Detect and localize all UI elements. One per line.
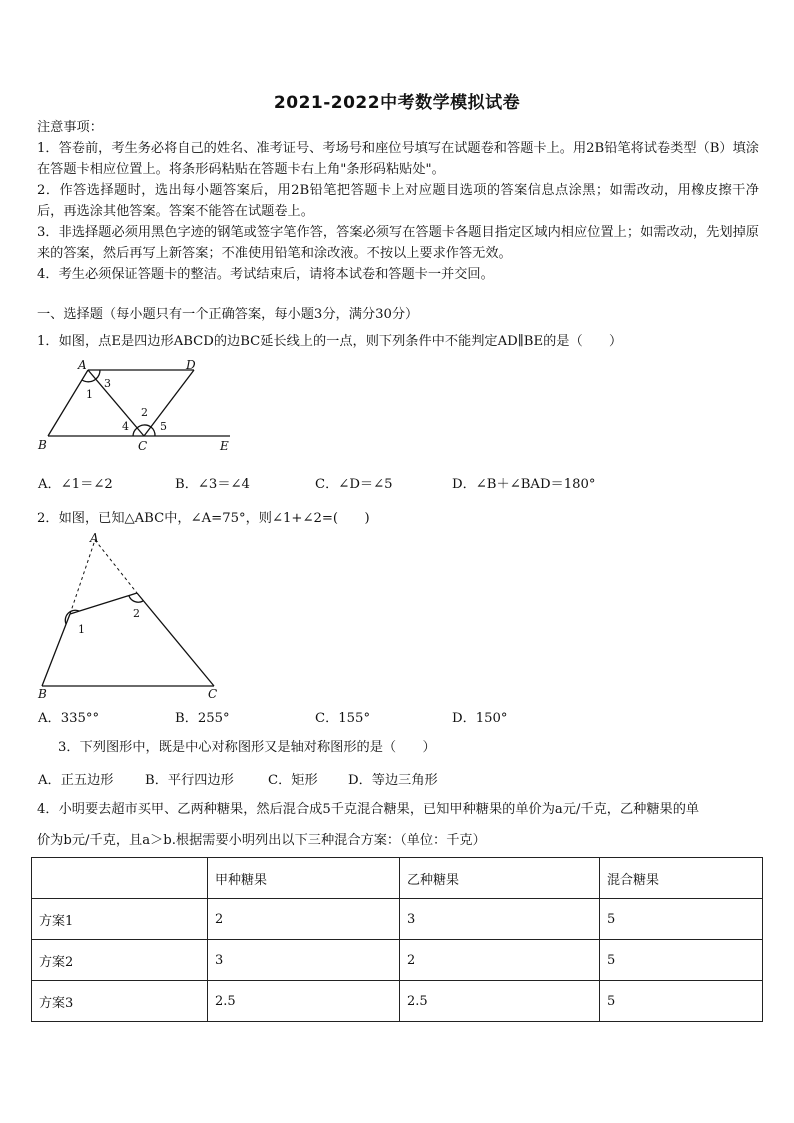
q3-option-b[interactable]: B．平行四边形	[145, 773, 234, 788]
angle-label-5: 5	[160, 420, 167, 433]
angle-arc-1	[82, 379, 96, 382]
q1-option-c[interactable]: C．∠D＝∠5	[315, 477, 393, 492]
q1-option-a[interactable]: A．∠1＝∠2	[38, 477, 113, 492]
mix-table	[31, 857, 763, 1022]
angle-arc-2	[137, 425, 151, 428]
line-ab	[48, 370, 88, 436]
q1-option-d[interactable]: D．∠B＋∠BAD＝180°	[452, 477, 596, 492]
q2-option-a[interactable]: A．335°°	[38, 711, 100, 726]
cut-line	[70, 593, 137, 614]
table-cell: 3	[400, 899, 600, 940]
table-cell: 5	[600, 981, 763, 1022]
q4-stem-line1: 4．小明要去超市买甲、乙两种糖果，然后混合成5千克混合糖果，已知甲种糖果的单价为a元/千克，乙种糖果的单	[37, 802, 700, 817]
q3-stem: 3．下列图形中，既是中心对称图形又是轴对称图形的是（ ）	[58, 740, 436, 755]
note-item: 2．作答选择题时，选出每小题答案后，用2B铅笔把答题卡上对应题目选项的答案信息点涂黑；如需改动，用橡皮擦干净后，再选涂其他答案。答案不能答在试题卷上。	[37, 183, 759, 219]
label-d: D	[186, 358, 196, 372]
q2-option-c[interactable]: C．155°	[315, 711, 371, 726]
angle-label-4: 4	[122, 420, 129, 433]
section-heading: 一、选择题（每小题只有一个正确答案，每小题3分，满分30分）	[37, 307, 419, 322]
table-cell: 方案3	[32, 981, 208, 1022]
table-header: 甲种糖果	[208, 858, 400, 899]
label-a: A	[78, 358, 87, 372]
angle-label-2: 2	[141, 406, 148, 419]
label-c: C	[208, 687, 218, 700]
note-item: 3．非选择题必须用黑色字迹的钢笔或签字笔作答，答案必须写在答题卡各题目指定区域内相应位置上；如需改动，先划掉原来的答案，然后再写上新答案；不准使用铅笔和涂改液。不按以上要求作答无效。	[37, 225, 759, 261]
note-item: 4．考生必须保证答题卡的整洁。考试结束后，请将本试卷和答题卡一并交回。	[37, 267, 494, 282]
table-cell: 2.5	[400, 981, 600, 1022]
q2-figure	[32, 532, 227, 700]
q1-figure	[34, 356, 244, 456]
table-cell: 方案1	[32, 899, 208, 940]
note-item: 1．答卷前，考生务必将自己的姓名、准考证号、考场号和座位号填写在试题卷和答题卡上。用2B铅笔将试卷类型（B）填涂在答题卡相应位置上。将条形码粘贴在答题卡右上角"条形码粘贴处"。	[37, 141, 759, 177]
dashed-line-ac	[95, 540, 137, 593]
q2-option-d[interactable]: D．150°	[452, 711, 508, 726]
angle-label-3: 3	[104, 377, 111, 390]
label-a: A	[90, 532, 99, 545]
table-cell: 5	[600, 940, 763, 981]
line-ac	[88, 370, 144, 436]
table-cell: 3	[208, 940, 400, 981]
notes-section	[37, 117, 759, 285]
dashed-line-ab	[70, 540, 95, 614]
q3-option-c[interactable]: C．矩形	[268, 773, 318, 788]
angle-arc-5	[151, 427, 155, 436]
line-c-side	[137, 593, 214, 686]
table-cell: 方案2	[32, 940, 208, 981]
angle-label-2: 2	[133, 607, 140, 620]
label-e: E	[220, 439, 229, 453]
table-row	[32, 899, 763, 940]
q3-option-d[interactable]: D．等边三角形	[348, 773, 438, 788]
q2-stem: 2．如图，已知△ABC中，∠A=75°，则∠1+∠2=( )	[37, 511, 370, 526]
q3-option-a[interactable]: A．正五边形	[38, 773, 114, 788]
table-header: 混合糖果	[600, 858, 763, 899]
label-b: B	[38, 687, 47, 700]
q1-stem: 1．如图，点E是四边形ABCD的边BC延长线上的一点，则下列条件中不能判定AD∥BE的是（ ）	[37, 334, 623, 349]
table-cell: 2	[208, 899, 400, 940]
table-cell: 2.5	[208, 981, 400, 1022]
line-dc	[144, 370, 194, 436]
q4-stem-line2: 价为b元/千克，且a＞b.根据需要小明列出以下三种混合方案：（单位：千克）	[37, 833, 486, 848]
page-title: 2021-2022中考数学模拟试卷	[273, 93, 521, 113]
notes-heading: 注意事项：	[37, 120, 103, 135]
angle-arc-4	[133, 428, 137, 436]
q2-option-b[interactable]: B．255°	[175, 711, 230, 726]
angle-arc-3	[96, 370, 100, 379]
table-cell: 5	[600, 899, 763, 940]
table-header	[32, 858, 208, 899]
label-c: C	[138, 439, 148, 453]
angle-label-1: 1	[78, 623, 85, 636]
table-row	[32, 940, 763, 981]
label-b: B	[38, 438, 47, 452]
angle-label-1: 1	[86, 388, 93, 401]
q1-option-b[interactable]: B．∠3＝∠4	[175, 477, 250, 492]
table-header: 乙种糖果	[400, 858, 600, 899]
table-cell: 2	[400, 940, 600, 981]
table-row	[32, 981, 763, 1022]
table-header-row	[32, 858, 763, 899]
line-b-side	[42, 614, 70, 686]
